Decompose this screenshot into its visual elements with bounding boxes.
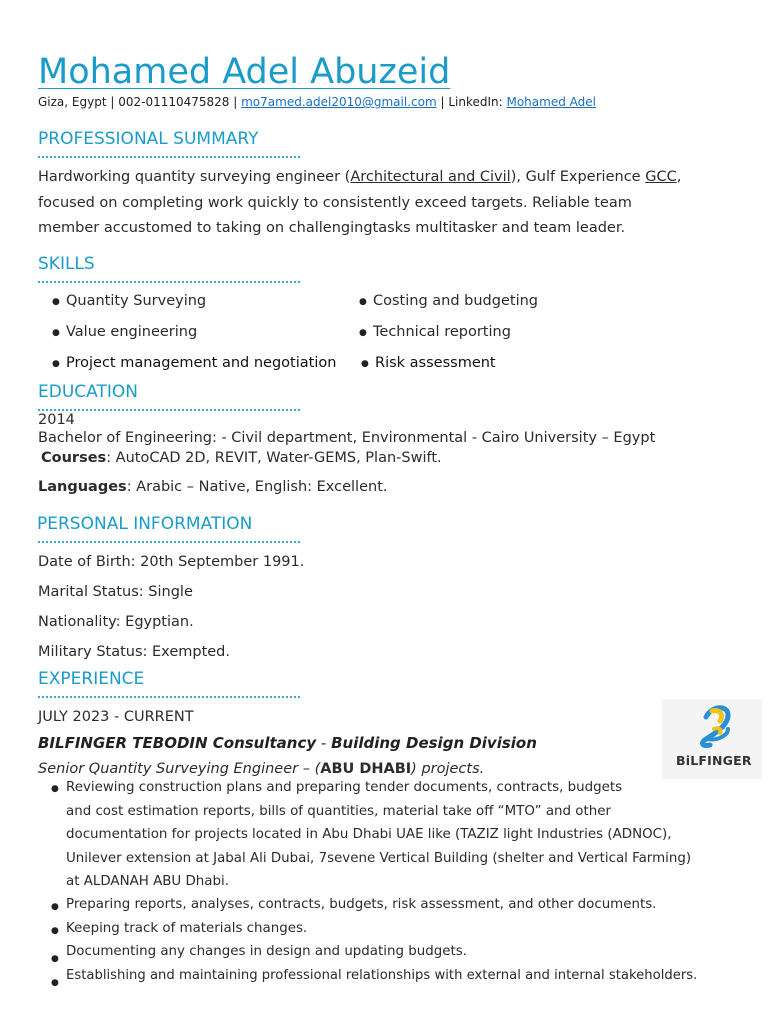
- role-suffix: ) projects.: [411, 761, 485, 777]
- bilfinger-logo: [662, 699, 762, 779]
- experience-company: [38, 734, 537, 752]
- skill-item: ● Risk assessment: [375, 353, 496, 373]
- bullet-dot: ●: [51, 784, 59, 794]
- bullet-1-line: and cost estimation reports, bills of quantities, material take off “MTO” and other: [66, 803, 611, 819]
- languages: [38, 478, 387, 496]
- summary-line-1-a: Hardworking quantity surveying engineer (: [38, 169, 351, 185]
- courses-value: : AutoCAD 2D, REVIT, Water-GEMS, Plan-Swift.: [106, 450, 442, 466]
- education-heading: EDUCATION: [38, 382, 138, 402]
- summary-text: [38, 165, 681, 242]
- location-phone: Giza, Egypt | 002-01110475828 |: [38, 95, 242, 109]
- summary-region: GCC: [645, 169, 677, 185]
- skill-item: ● Technical reporting: [373, 322, 511, 342]
- courses-label: Courses: [41, 450, 107, 466]
- military-status: Military Status: Exempted.: [38, 644, 230, 660]
- bilfinger-logo-mark: [662, 699, 762, 755]
- contact-line: [38, 94, 596, 110]
- skills-divider: [38, 281, 300, 283]
- personal-divider: [38, 541, 300, 543]
- education-divider: [38, 409, 300, 411]
- education-year: 2014: [38, 412, 75, 428]
- candidate-name: Mohamed Adel Abuzeid: [38, 52, 451, 92]
- summary-line-1: [38, 165, 681, 191]
- bullet-dot: ●: [51, 902, 59, 912]
- bullet-dot: ●: [51, 954, 59, 964]
- summary-line-3: member accustomed to taking on challengingtasks multitasker and team leader.: [38, 220, 626, 236]
- experience-bullet-3: Keeping track of materials changes.: [66, 921, 308, 936]
- skill-item: ● Project management and negotiation: [66, 353, 336, 373]
- bilfinger-logo-text: BiLFINGER: [676, 753, 752, 768]
- summary-line-1-c: ,: [676, 169, 682, 185]
- date-of-birth: Date of Birth: 20th September 1991.: [38, 554, 305, 570]
- experience-period: JULY 2023 - CURRENT: [38, 709, 194, 725]
- bullet-1-line: Reviewing construction plans and preparing tender documents, contracts, budgets: [66, 780, 623, 795]
- experience-divider: [38, 696, 300, 698]
- education-courses: [41, 449, 442, 467]
- email-link[interactable]: mo7amed.adel2010@gmail.com: [241, 95, 437, 109]
- summary-discipline: Architectural and Civil: [350, 169, 511, 185]
- skill-item: ● Quantity Surveying: [66, 291, 206, 311]
- experience-bullet-2: Preparing reports, analyses, contracts, budgets, risk assessment, and other documents.: [66, 897, 657, 912]
- bullet-1-line: documentation for projects located in Abu Dhabi UAE like (TAZIZ light Industries (ADNOC),: [66, 827, 672, 842]
- summary-heading: PROFESSIONAL SUMMARY: [38, 129, 259, 149]
- languages-label: Languages: [38, 479, 127, 495]
- nationality: Nationality: Egyptian.: [38, 614, 194, 630]
- linkedin-link[interactable]: Mohamed Adel: [506, 95, 596, 109]
- bullet-dot: ●: [51, 978, 59, 988]
- bullet-1-line: Unilever extension at Jabal Ali Dubai, 7sevene Vertical Building (shelter and Vertical Farming): [66, 850, 692, 866]
- role-location: ABU DHABI: [320, 761, 412, 777]
- experience-bullet-5: Establishing and maintaining professional relationships with external and internal stakeholders.: [66, 968, 698, 983]
- company-division: Building Design Division: [331, 734, 537, 752]
- personal-heading: PERSONAL INFORMATION: [37, 514, 253, 534]
- linkedin-prefix: | LinkedIn:: [436, 95, 507, 109]
- summary-divider: [38, 156, 300, 158]
- experience-heading: EXPERIENCE: [38, 669, 145, 689]
- summary-line-2: focused on completing work quickly to consistently exceed targets. Reliable team: [38, 194, 632, 211]
- languages-value: : Arabic – Native, English: Excellent.: [126, 479, 388, 495]
- role-title: Senior Quantity Surveying Engineer – (: [38, 761, 321, 777]
- education-degree: Bachelor of Engineering: - Civil department, Environmental - Cairo University – Egypt: [38, 430, 656, 446]
- skills-heading: SKILLS: [38, 254, 95, 274]
- company-name: BILFINGER TEBODIN Consultancy: [38, 734, 317, 752]
- skill-item: ● Costing and budgeting: [373, 291, 538, 311]
- experience-bullet-1: [66, 776, 691, 894]
- summary-line-1-b: ), Gulf Experience: [510, 169, 646, 185]
- bullet-1-line: at ALDANAH ABU Dhabi.: [66, 874, 229, 889]
- company-separator: -: [316, 734, 332, 752]
- skill-item: ● Value engineering: [66, 322, 197, 342]
- marital-status: Marital Status: Single: [38, 584, 193, 600]
- bullet-dot: ●: [51, 926, 59, 936]
- experience-bullet-4: Documenting any changes in design and updating budgets.: [66, 944, 467, 959]
